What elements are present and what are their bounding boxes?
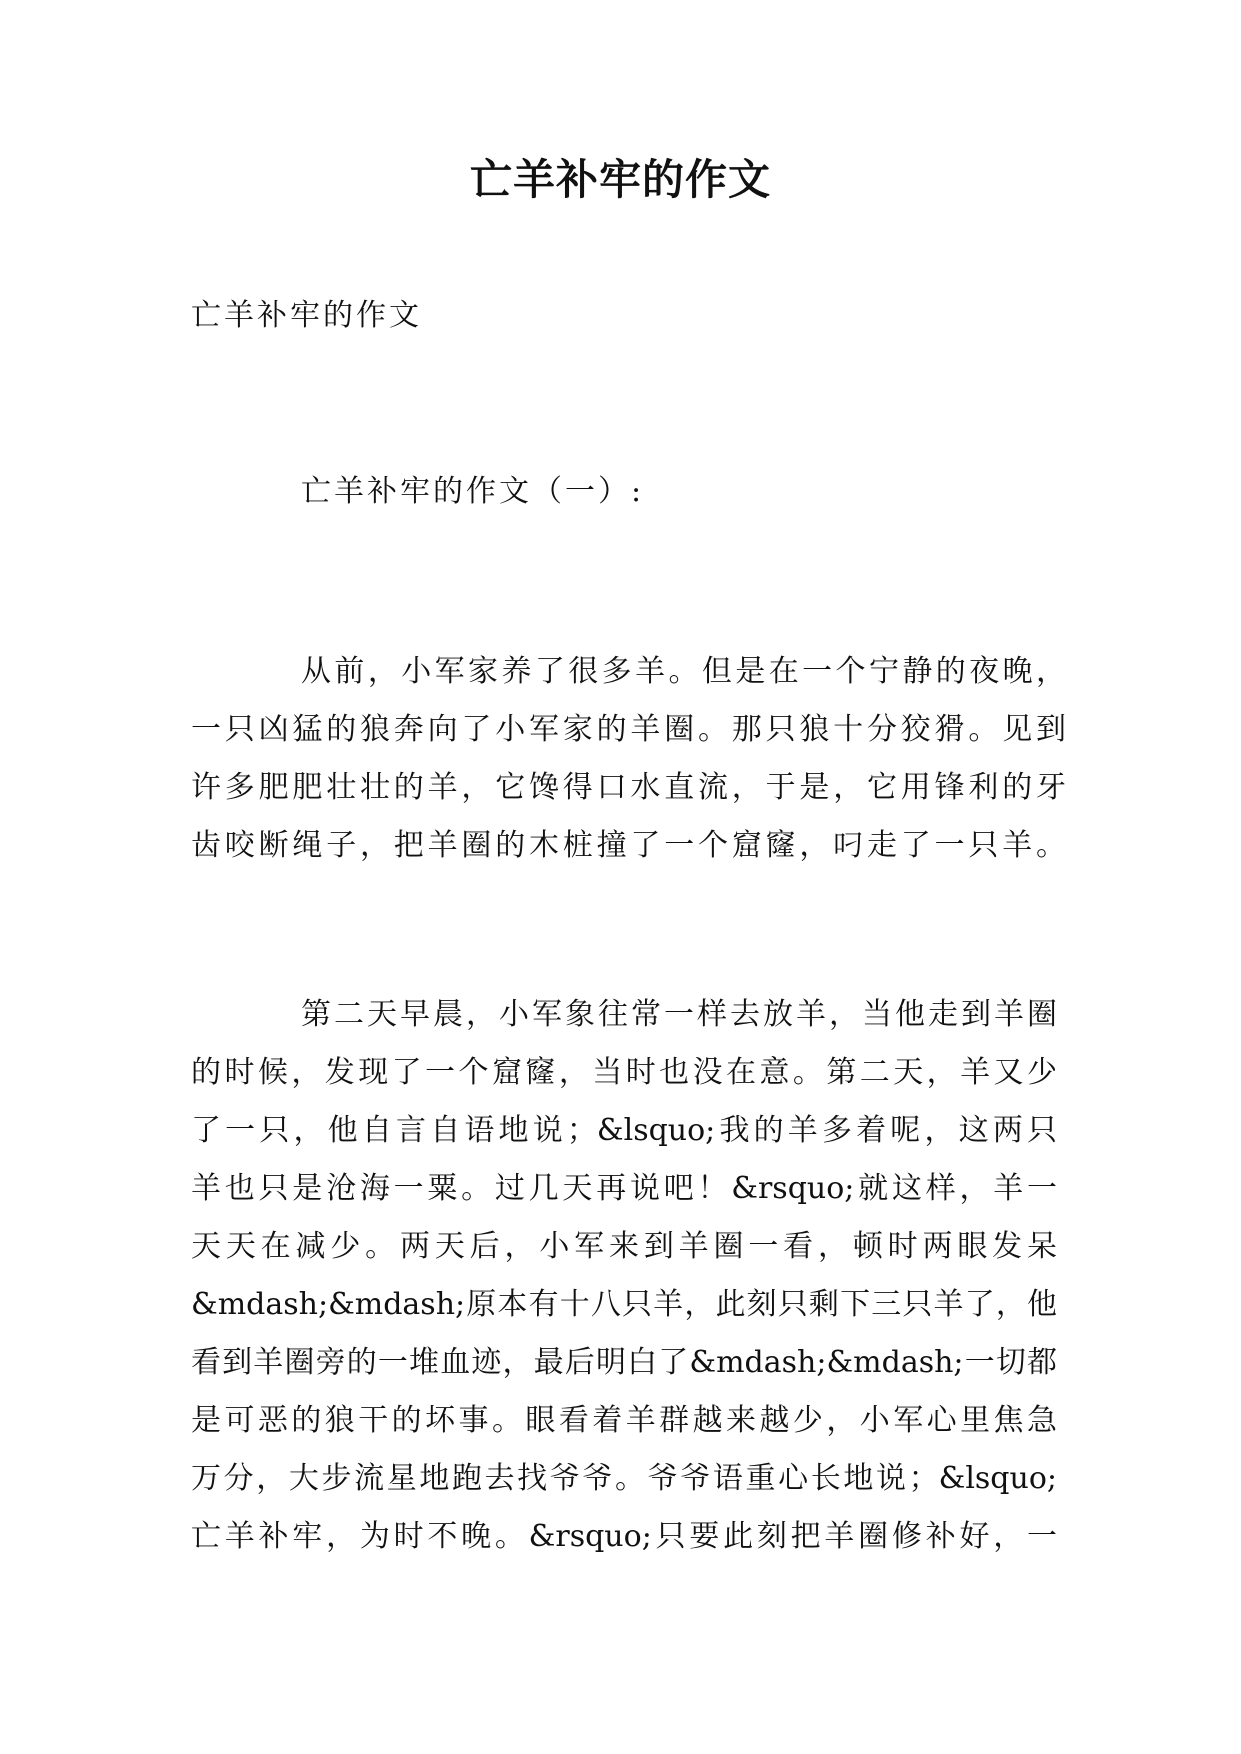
paragraph-line: 一只凶猛的狼奔向了小军家的羊圈。那只狼十分狡猾。见到 <box>191 712 1066 747</box>
paragraph-line: 是可恶的狼干的坏事。眼看着羊群越来越少，小军心里焦急 <box>191 1403 1057 1438</box>
paragraph-line: &mdash;&mdash;原本有十八只羊，此刻只剩下三只羊了，他 <box>191 1287 1057 1322</box>
document-subtitle: 亡羊补牢的作文 <box>191 298 422 333</box>
paragraph-2 <box>191 986 1057 1566</box>
paragraph-line: 了一只，他自言自语地说；&lsquo;我的羊多着呢，这两只 <box>191 1113 1057 1148</box>
paragraph-line: 亡羊补牢，为时不晚。&rsquo;只要此刻把羊圈修补好，一 <box>191 1519 1057 1554</box>
paragraph-line: 第二天早晨，小军象往常一样去放羊，当他走到羊圈 <box>301 997 1057 1032</box>
document-title: 亡羊补牢的作文 <box>469 155 771 204</box>
paragraph-line: 的时候，发现了一个窟窿，当时也没在意。第二天，羊又少 <box>191 1055 1057 1090</box>
paragraph-1 <box>191 643 1066 875</box>
paragraph-line: 羊也只是沧海一粟。过几天再说吧！&rsquo;就这样，羊一 <box>191 1171 1057 1206</box>
paragraph-line: 齿咬断绳子，把羊圈的木桩撞了一个窟窿，叼走了一只羊。 <box>191 828 1066 863</box>
paragraph-line: 许多肥肥壮壮的羊，它馋得口水直流，于是，它用锋利的牙 <box>191 770 1066 805</box>
paragraph-line: 从前，小军家养了很多羊。但是在一个宁静的夜晚， <box>301 654 1066 689</box>
paragraph-line: 看到羊圈旁的一堆血迹，最后明白了&mdash;&mdash;一切都 <box>191 1345 1057 1380</box>
paragraph-line: 万分，大步流星地跑去找爷爷。爷爷语重心长地说；&lsquo; <box>191 1461 1057 1496</box>
paragraph-line: 天天在减少。两天后，小军来到羊圈一看，顿时两眼发呆 <box>191 1229 1057 1264</box>
section-heading: 亡羊补牢的作文（一）: <box>301 474 645 509</box>
